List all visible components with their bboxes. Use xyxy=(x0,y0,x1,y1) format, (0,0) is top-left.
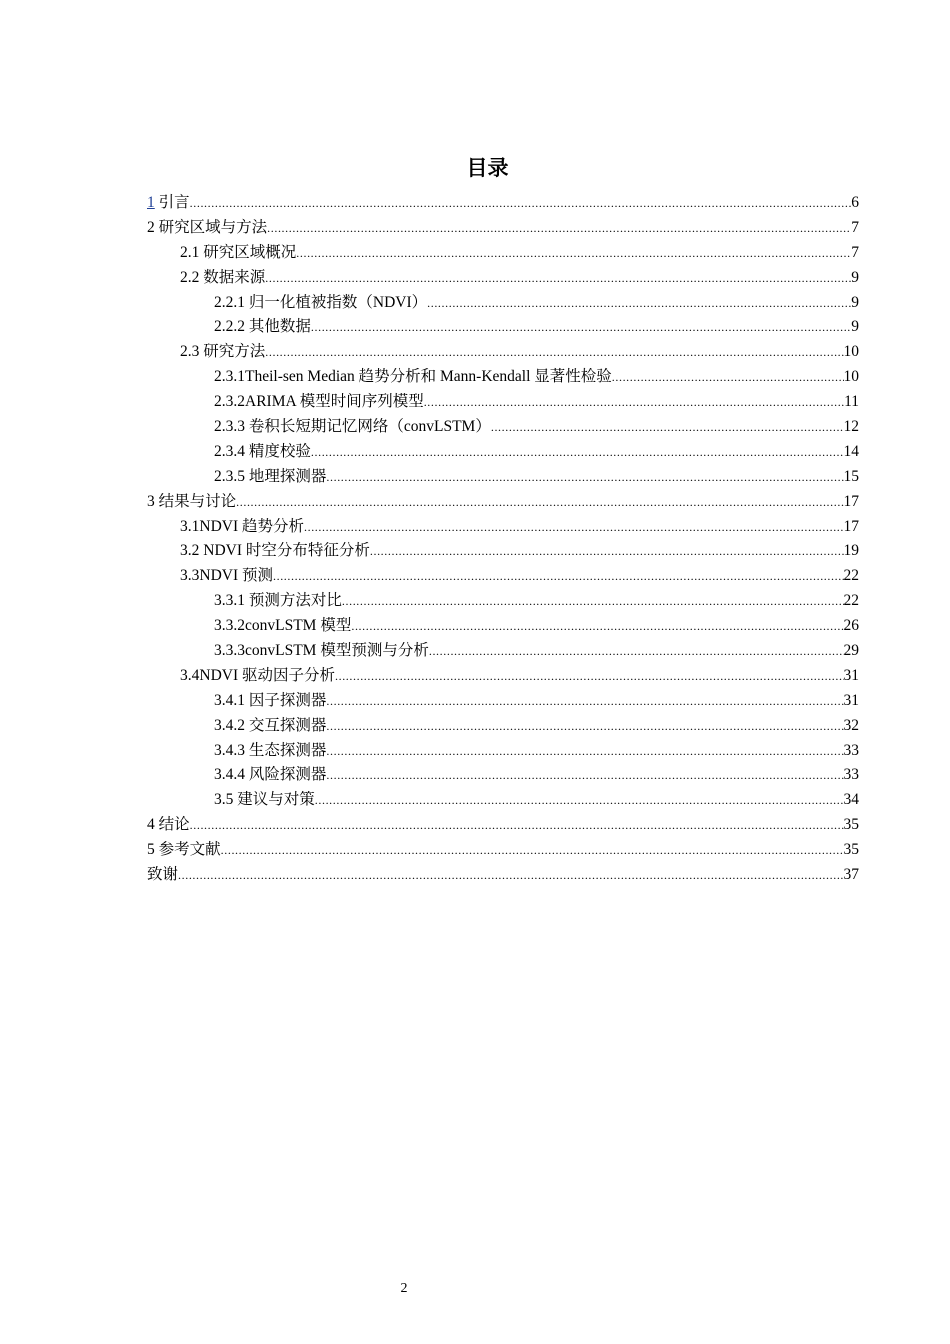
toc-entry-title xyxy=(180,266,265,291)
toc-entry[interactable] xyxy=(147,515,859,540)
toc-entry-page-number: 37 xyxy=(843,866,859,884)
toc-entry-text: 3.3.2convLSTM 模型 xyxy=(214,617,352,635)
toc-entry-title xyxy=(180,340,265,365)
toc-entry-title xyxy=(214,291,427,316)
toc-entry-title xyxy=(214,739,326,764)
dot-leader xyxy=(273,564,844,589)
toc-entry-page-number: 34 xyxy=(843,791,859,809)
toc-entry-text: 3.5 建议与对策 xyxy=(214,791,315,809)
dot-leader xyxy=(342,589,844,614)
toc-entry[interactable] xyxy=(147,589,859,614)
toc-entry-page-number: 14 xyxy=(843,442,859,460)
toc-entry[interactable] xyxy=(147,714,859,739)
toc-entry-title xyxy=(147,838,221,863)
toc-entry-title xyxy=(214,714,326,739)
toc-entry-title xyxy=(180,564,273,589)
toc-entry[interactable] xyxy=(147,315,859,340)
toc-entry-text: 2.3.2ARIMA 模型时间序列模型 xyxy=(214,393,424,411)
toc-entry-title xyxy=(147,863,178,888)
toc-entry-text: 2.2.2 其他数据 xyxy=(214,318,311,336)
dot-leader xyxy=(304,515,844,540)
toc-entry-page-number: 15 xyxy=(843,467,859,485)
dot-leader xyxy=(190,813,844,838)
toc-entry-title xyxy=(180,664,335,689)
toc-entry-title xyxy=(214,614,351,639)
toc-entry-page-number: 9 xyxy=(851,318,859,336)
toc-entry-text: 引言 xyxy=(154,194,190,211)
toc-entry-title xyxy=(147,216,267,241)
dot-leader xyxy=(326,465,843,490)
toc-entry-text: 3.4.3 生态探测器 xyxy=(214,741,327,759)
dot-leader xyxy=(326,689,843,714)
dot-leader xyxy=(335,664,844,689)
toc-entry[interactable] xyxy=(147,539,859,564)
toc-entry-page-number: 12 xyxy=(843,418,859,436)
toc-entry-text: 3.4.1 因子探测器 xyxy=(214,691,327,709)
toc-entry[interactable] xyxy=(147,763,859,788)
toc-entry[interactable] xyxy=(147,664,859,689)
toc-entry-text: 3.4.2 交互探测器 xyxy=(214,716,327,734)
toc-entry-page-number: 9 xyxy=(851,268,859,286)
toc-entry-text: 3.3.1 预测方法对比 xyxy=(214,592,342,610)
toc-entry-text: 2.3.5 地理探测器 xyxy=(214,467,327,485)
toc-entry-title xyxy=(180,241,296,266)
table-of-contents xyxy=(147,191,859,888)
page-title: 目录 xyxy=(466,157,509,180)
dot-leader xyxy=(267,216,851,241)
toc-entry[interactable] xyxy=(147,340,859,365)
toc-entry-page-number: 22 xyxy=(843,567,859,585)
toc-entry[interactable] xyxy=(147,440,859,465)
toc-entry-title xyxy=(214,415,491,440)
toc-entry[interactable] xyxy=(147,739,859,764)
toc-entry-page-number: 22 xyxy=(843,592,859,610)
toc-entry-page-number: 6 xyxy=(851,194,859,211)
toc-entry-page-number: 26 xyxy=(843,617,859,635)
dot-leader xyxy=(265,266,851,291)
toc-entry[interactable] xyxy=(147,415,859,440)
toc-entry[interactable] xyxy=(147,291,859,316)
toc-entry[interactable] xyxy=(147,639,859,664)
dot-leader xyxy=(265,340,843,365)
toc-entry-page-number: 19 xyxy=(843,542,859,560)
toc-entry[interactable] xyxy=(147,191,859,216)
toc-entry[interactable] xyxy=(147,465,859,490)
toc-entry-text: 2 研究区域与方法 xyxy=(147,218,268,236)
toc-entry-text: 3.3NDVI 预测 xyxy=(180,567,273,585)
toc-entry-title xyxy=(214,465,326,490)
dot-leader xyxy=(351,614,843,639)
toc-entry[interactable] xyxy=(147,365,859,390)
toc-entry-title xyxy=(180,539,370,564)
toc-entry-text: 3.1NDVI 趋势分析 xyxy=(180,517,304,535)
toc-entry-title xyxy=(214,440,311,465)
toc-entry-text: 3.4NDVI 驱动因子分析 xyxy=(180,666,335,684)
toc-entry-text: 2.2 数据来源 xyxy=(180,268,266,286)
toc-entry-page-number: 32 xyxy=(843,716,859,734)
toc-entry[interactable] xyxy=(147,390,859,415)
dot-leader xyxy=(424,390,844,415)
toc-entry-title xyxy=(214,390,424,415)
toc-entry[interactable] xyxy=(147,490,859,515)
toc-entry-title xyxy=(147,191,190,216)
toc-entry-text: 2.3.3 卷积长短期记忆网络（convLSTM） xyxy=(214,418,491,436)
toc-entry-page-number: 10 xyxy=(843,368,859,386)
dot-leader xyxy=(326,714,843,739)
toc-entry-title xyxy=(180,515,304,540)
toc-entry[interactable] xyxy=(147,614,859,639)
toc-entry-title xyxy=(147,490,236,515)
dot-leader xyxy=(221,838,844,863)
toc-entry[interactable] xyxy=(147,838,859,863)
toc-entry-page-number: 35 xyxy=(843,841,859,859)
toc-entry-title xyxy=(214,315,311,340)
dot-leader xyxy=(326,739,843,764)
toc-entry-text: 2.3 研究方法 xyxy=(180,343,266,361)
toc-entry[interactable] xyxy=(147,216,859,241)
page-number: 2 xyxy=(400,1281,408,1296)
toc-entry-page-number: 11 xyxy=(844,393,859,411)
toc-entry-text: 3.4.4 风险探测器 xyxy=(214,766,327,784)
toc-entry[interactable] xyxy=(147,689,859,714)
toc-entry-title xyxy=(147,813,190,838)
toc-entry-text: 3.3.3convLSTM 模型预测与分析 xyxy=(214,642,429,660)
toc-entry[interactable] xyxy=(147,813,859,838)
toc-entry-text: 5 参考文献 xyxy=(147,841,221,859)
toc-entry-page-number: 9 xyxy=(851,293,859,311)
toc-entry-title xyxy=(214,689,326,714)
dot-leader xyxy=(491,415,844,440)
dot-leader xyxy=(315,788,844,813)
toc-entry-title xyxy=(214,788,315,813)
toc-entry-page-number: 35 xyxy=(843,816,859,834)
toc-entry-page-number: 17 xyxy=(843,492,859,510)
toc-entry-page-number: 29 xyxy=(843,642,859,660)
dot-leader xyxy=(190,191,852,216)
toc-entry-page-number: 17 xyxy=(843,517,859,535)
toc-entry-text: 2.1 研究区域概况 xyxy=(180,243,297,261)
toc-entry-text: 致谢 xyxy=(147,866,179,884)
dot-leader xyxy=(612,365,844,390)
toc-entry[interactable] xyxy=(147,266,859,291)
toc-entry-title xyxy=(214,639,429,664)
toc-entry-page-number: 7 xyxy=(851,243,859,261)
toc-entry-title xyxy=(214,763,326,788)
toc-entry-text: 2.3.1Theil-sen Median 趋势分析和 Mann-Kendall 显著性检验 xyxy=(214,368,612,386)
toc-entry-text: 2.2.1 归一化植被指数（NDVI） xyxy=(214,293,428,311)
toc-entry-page-number: 31 xyxy=(843,691,859,709)
toc-entry-text: 3.2 NDVI 时空分布特征分析 xyxy=(180,542,370,560)
dot-leader xyxy=(178,863,843,888)
dot-leader xyxy=(427,291,851,316)
dot-leader xyxy=(236,490,843,515)
toc-entry-page-number: 33 xyxy=(843,741,859,759)
toc-entry[interactable] xyxy=(147,788,859,813)
toc-entry-title xyxy=(214,365,612,390)
toc-entry-text: 3 结果与讨论 xyxy=(147,492,237,510)
toc-entry-page-number: 31 xyxy=(843,666,859,684)
toc-entry-page-number: 10 xyxy=(843,343,859,361)
toc-entry-text: 4 结论 xyxy=(147,816,190,834)
dot-leader xyxy=(326,763,843,788)
toc-entry-title xyxy=(214,589,342,614)
dot-leader xyxy=(370,539,844,564)
toc-entry-number-link[interactable]: 1 xyxy=(147,194,155,211)
toc-entry[interactable] xyxy=(147,241,859,266)
toc-entry[interactable] xyxy=(147,863,859,888)
toc-entry-text: 2.3.4 精度校验 xyxy=(214,442,311,460)
toc-entry-page-number: 33 xyxy=(843,766,859,784)
toc-entry[interactable] xyxy=(147,564,859,589)
dot-leader xyxy=(311,315,851,340)
dot-leader xyxy=(429,639,844,664)
toc-entry-page-number: 7 xyxy=(851,218,859,236)
dot-leader xyxy=(311,440,844,465)
dot-leader xyxy=(296,241,851,266)
